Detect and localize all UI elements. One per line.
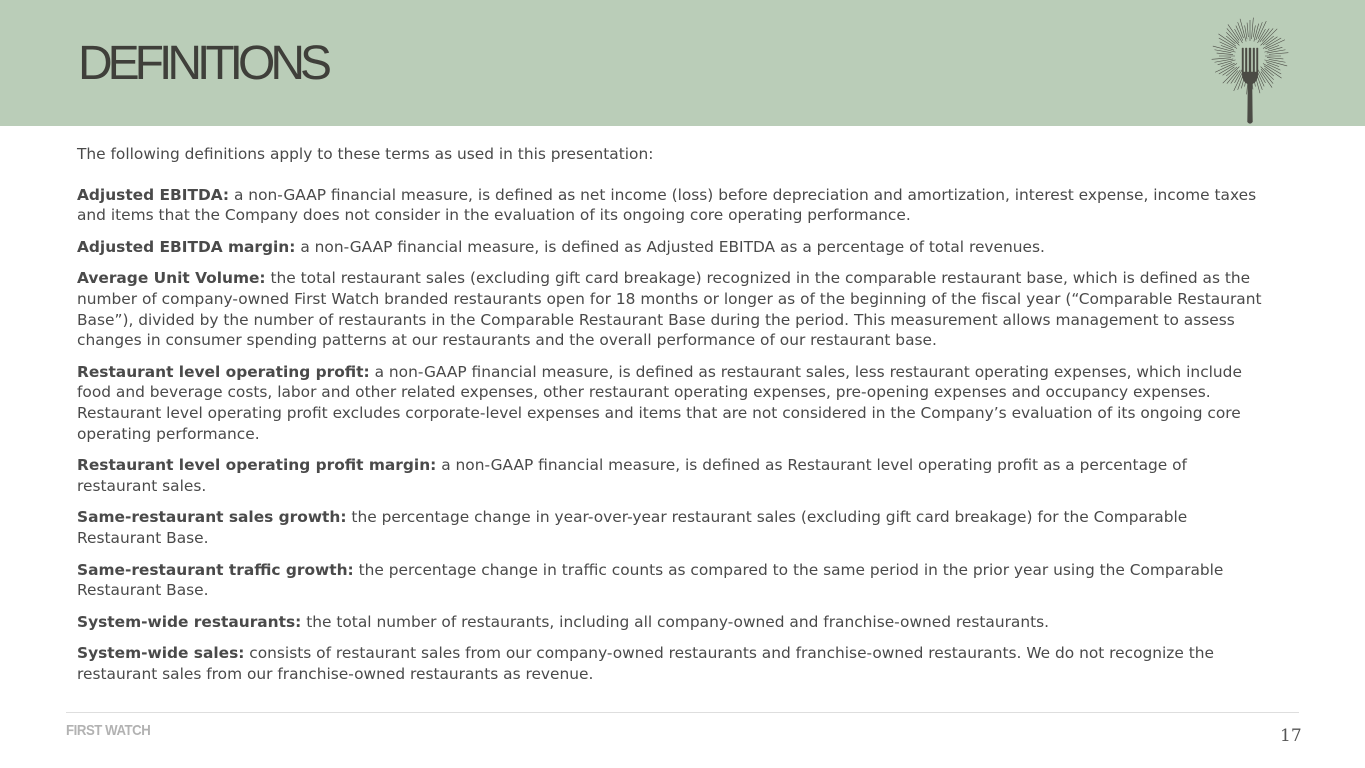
definition-term: Adjusted EBITDA margin: [77, 237, 296, 256]
definition-item [77, 362, 1267, 444]
definition-text: the total restaurant sales (excluding gift card breakage) recognized in the comparable restaurant base, which is defined as the number of company-owned First Watch branded restaurants open for 18 months or longer as of the beginning of the fiscal year (“Comparable Restaurant Base”), divided by the number of restaurants in the Comparable Restaurant Base during the period. This measurement allows management to assess changes in consumer spending patterns at our restaurants and the overall performance of our restaurant base. [77, 269, 1262, 350]
definition-item [77, 268, 1267, 350]
definition-term: Average Unit Volume: [77, 269, 266, 288]
brand-wordmark: FIRST WATCH [66, 722, 151, 739]
fork-burst-icon [1210, 16, 1290, 126]
definition-item [77, 455, 1267, 496]
definition-term: System-wide sales: [77, 644, 245, 663]
intro-text: The following definitions apply to these terms as used in this presentation: [77, 145, 654, 163]
definition-text: a non-GAAP financial measure, is defined as Adjusted EBITDA as a percentage of total revenues. [295, 237, 1045, 256]
definition-text: the percentage change in year-over-year restaurant sales (excluding gift card breakage) for the Comparable Restaurant Base. [77, 508, 1188, 547]
definition-text: a non-GAAP financial measure, is defined as restaurant sales, less restaurant operating expenses, which include food and beverage costs, labor and other related expenses, other restaurant operating expenses, pre-opening expenses and occupancy expenses. Restaurant level operating profit excludes corporate-level expenses and items that are not considered in the Company’s evaluation of its ongoing core operating performance. [77, 362, 1242, 443]
page-title: DEFINITIONS [78, 37, 328, 90]
definition-item [77, 237, 1267, 258]
definition-term: Same-restaurant sales growth: [77, 508, 347, 527]
definition-item [77, 612, 1267, 633]
definition-term: Same-restaurant traffic growth: [77, 560, 354, 579]
slide-header [0, 0, 1365, 126]
definition-text: consists of restaurant sales from our company-owned restaurants and franchise-owned restaurants. We do not recognize the restaurant sales from our franchise-owned restaurants as revenue. [77, 644, 1215, 683]
definition-text: the percentage change in traffic counts as compared to the same period in the prior year using the Comparable Restaurant Base. [77, 560, 1224, 600]
footer-divider [66, 712, 1299, 713]
definitions-body [77, 144, 1267, 695]
definition-term: Adjusted EBITDA: [77, 185, 230, 204]
definition-term: System-wide restaurants: [77, 612, 302, 631]
definition-item [77, 643, 1267, 684]
definition-term: Restaurant level operating profit: [77, 362, 370, 381]
page-number: 17 [1280, 726, 1302, 746]
definition-item [77, 185, 1267, 226]
definition-item [77, 560, 1267, 601]
definition-text: a non-GAAP financial measure, is defined as Restaurant level operating profit as a percentage of restaurant sales. [77, 456, 1187, 495]
definition-term: Restaurant level operating profit margin: [77, 456, 437, 475]
definition-item [77, 507, 1267, 548]
definition-text: the total number of restaurants, including all company-owned and franchise-owned restaurants. [301, 612, 1050, 631]
definition-text: a non-GAAP financial measure, is defined as net income (loss) before depreciation and amortization, interest expense, income taxes and items that the Company does not consider in the evaluation of its ongoing core operating performance. [77, 185, 1257, 225]
